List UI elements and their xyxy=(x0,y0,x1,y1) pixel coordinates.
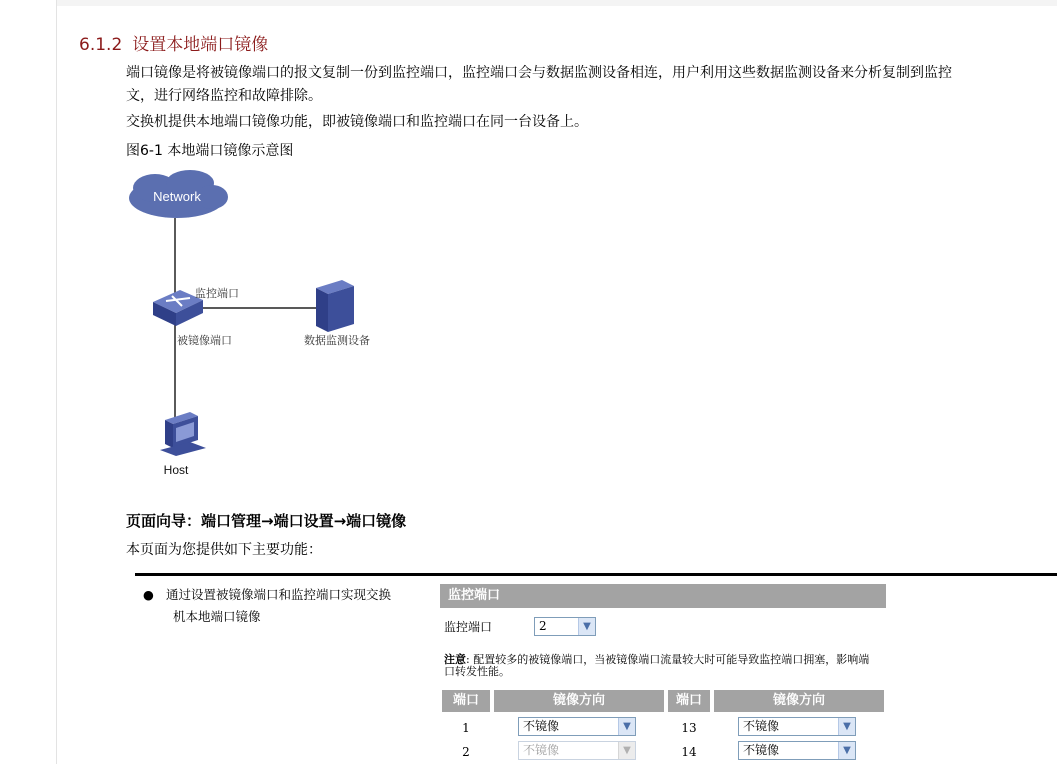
note-text-cont: 口转发性能。 xyxy=(444,665,510,678)
top-divider xyxy=(56,0,1057,6)
host-label: Host xyxy=(163,463,189,477)
table-row-1-port-right: 13 xyxy=(681,721,697,735)
monitor-port-panel-header: 监控端口 xyxy=(440,584,886,608)
section-title: 设置本地端口镜像 xyxy=(132,35,269,55)
feature-line-1: 通过设置被镜像端口和监控端口实现交换 xyxy=(166,587,392,602)
intro-text: 本页面为您提供如下主要功能： xyxy=(126,542,322,558)
mirror-config-screenshot xyxy=(440,584,886,764)
column-header-port-right: 端口 xyxy=(668,690,710,712)
paragraph-2: 交换机提供本地端口镜像功能，即被镜像端口和监控端口在同一台设备上。 xyxy=(126,114,588,130)
row-2-direction-right-value: 不镜像 xyxy=(743,743,780,757)
column-header-direction-right: 镜像方向 xyxy=(714,690,884,712)
column-header-port-left: 端口 xyxy=(442,690,490,712)
monitor-port-field-label: 监控端口 xyxy=(444,620,493,634)
chevron-down-icon: ▼ xyxy=(838,742,855,759)
feature-line-2: 机本地端口镜像 xyxy=(173,609,261,624)
paragraph-1: 端口镜像是将被镜像端口的报文复制一份到监控端口，监控端口会与数据监测设备相连，用户利用这些数据监测设备来分析复制到监控 xyxy=(126,65,952,81)
chevron-down-icon: ▼ xyxy=(618,718,635,735)
figure-caption: 图6-1 本地端口镜像示意图 xyxy=(126,143,294,159)
monitor-port-select[interactable] xyxy=(534,617,596,636)
table-top-rule xyxy=(135,573,1057,576)
section-number: 6.1.2 xyxy=(79,35,123,55)
bullet-dot-icon: ● xyxy=(143,587,154,602)
row-1-direction-left-value: 不镜像 xyxy=(523,719,560,733)
congestion-note xyxy=(444,654,884,678)
table-row-2-direction-right-select[interactable] xyxy=(738,741,856,760)
chevron-down-icon: ▼ xyxy=(838,718,855,735)
monitor-port-label: 监控端口 xyxy=(195,287,239,300)
note-text: : 配置较多的被镜像端口，当被镜像端口流量较大时可能导致监控端口拥塞，影响端 xyxy=(466,653,870,666)
section-heading xyxy=(79,30,268,55)
table-row-2-port-left: 2 xyxy=(462,745,470,759)
column-header-direction-left: 镜像方向 xyxy=(494,690,664,712)
table-row-1-direction-right-select[interactable] xyxy=(738,717,856,736)
paragraph-1-cont: 文，进行网络监控和故障排除。 xyxy=(126,88,322,104)
chevron-down-icon: ▼ xyxy=(618,742,635,759)
left-margin-rule xyxy=(56,0,57,764)
monitor-port-value: 2 xyxy=(539,619,547,633)
data-monitor-label: 数据监测设备 xyxy=(304,334,370,347)
data-monitor-server-icon xyxy=(316,280,354,332)
table-row-2-direction-left-select-disabled xyxy=(518,741,636,760)
table-row-2-port-right: 14 xyxy=(681,745,697,759)
note-label: 注意 xyxy=(444,653,466,666)
network-label: Network xyxy=(153,189,201,204)
chevron-down-icon: ▼ xyxy=(578,618,595,635)
table-row-1-direction-left-select[interactable] xyxy=(518,717,636,736)
page-navigation-path: 页面向导：端口管理→端口设置→端口镜像 xyxy=(126,512,407,530)
port-mirror-diagram xyxy=(120,170,420,490)
table-row-1-port-left: 1 xyxy=(462,721,470,735)
mirrored-port-label: 被镜像端口 xyxy=(177,334,232,347)
host-computer-icon xyxy=(160,412,206,456)
row-2-direction-left-value: 不镜像 xyxy=(523,743,560,757)
row-1-direction-right-value: 不镜像 xyxy=(743,719,780,733)
